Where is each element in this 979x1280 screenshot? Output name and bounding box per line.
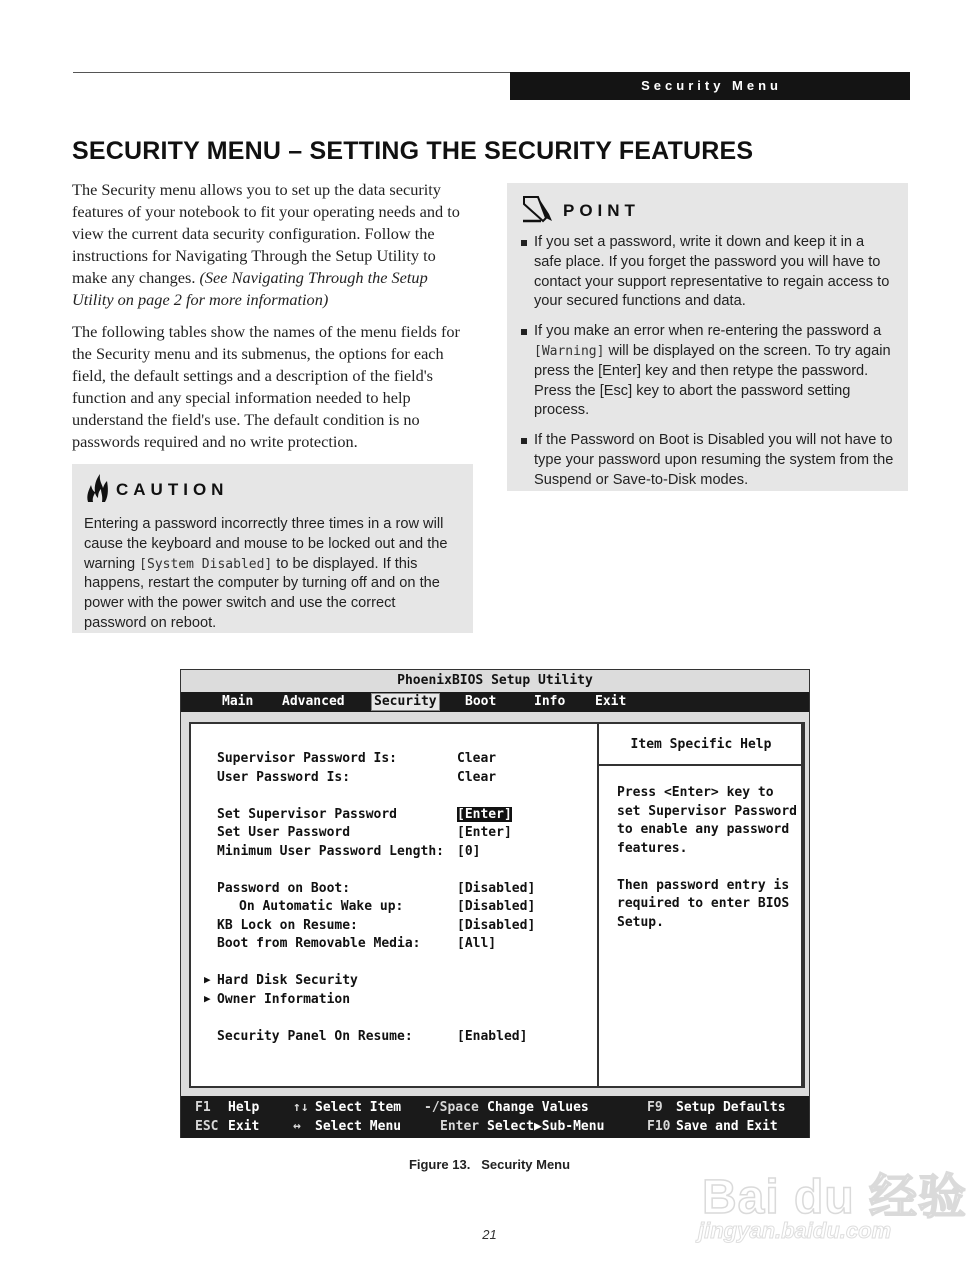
bios-field-label: Supervisor Password Is: — [217, 751, 398, 766]
caution-header — [84, 474, 461, 506]
bios-menu-bar — [181, 692, 809, 712]
key-f9: F9 — [647, 1100, 663, 1115]
point-box — [507, 183, 908, 491]
figure-number: Figure 13. — [408, 1157, 471, 1172]
key-minus-space: -/Space — [424, 1100, 479, 1115]
bios-footer — [181, 1096, 809, 1138]
key-f1: F1 — [195, 1100, 211, 1115]
intro-paragraph-1 — [72, 179, 472, 311]
point-item-2-after: will be displayed on the screen. To try again press the [Enter] key and then retype the password. Press the [Esc] key to abort the password setting process. — [534, 342, 891, 419]
bios-tab-main[interactable]: Main — [222, 694, 254, 709]
point-label: POINT — [563, 201, 640, 220]
caution-box — [72, 464, 473, 633]
point-list — [521, 233, 894, 491]
key-updown-action: Select Item — [315, 1100, 402, 1115]
bios-help-panel — [597, 722, 805, 1088]
figure-name: Security Menu — [481, 1157, 571, 1172]
key-updown: ↑↓ — [293, 1100, 309, 1115]
watermark-url: jingyan.baidu.com — [698, 1218, 892, 1243]
caution-text-after: to be displayed. If this happens, restart the computer by turning off and on the power with the power switch and use the correct password on reboot. — [84, 555, 440, 631]
baidu-watermark — [696, 1142, 968, 1252]
bios-field-value[interactable]: [0] — [457, 843, 481, 859]
bios-title: PhoenixBIOS Setup Utility — [397, 673, 593, 688]
page-number: 21 — [482, 1227, 497, 1242]
bios-settings-panel — [189, 722, 803, 1088]
key-f10: F10 — [647, 1119, 671, 1134]
bios-field-label: User Password Is: — [217, 769, 351, 785]
bios-help-title: Item Specific Help — [599, 724, 803, 766]
bios-field-label[interactable]: Set User Password — [217, 825, 351, 840]
bios-submenu-hard-disk-security[interactable]: Hard Disk Security — [217, 973, 358, 988]
bios-field-value[interactable]: [Enter] — [457, 825, 512, 840]
key-f9-action: Setup Defaults — [676, 1100, 786, 1115]
bios-help-text: Press <Enter> key to set Supervisor Password to enable any password features. Then password entry is required to enter BIOS Setup. — [617, 785, 798, 930]
watermark-logo-text: Bai du 经验 — [702, 1171, 968, 1224]
top-rule — [73, 72, 510, 73]
bios-field-label[interactable]: Set Supervisor Password — [217, 806, 398, 822]
bios-field-label[interactable]: Minimum User Password Length: — [217, 843, 444, 859]
caution-label: CAUTION — [116, 480, 229, 499]
bios-field-label[interactable]: Password on Boot: — [217, 880, 351, 896]
bios-field-value: Clear — [457, 751, 497, 766]
bios-field-label[interactable]: KB Lock on Resume: — [217, 917, 358, 933]
bios-field-value[interactable]: [All] — [457, 936, 497, 951]
intro-paragraph-1-text: The Security menu allows you to set up the data security features of your notebook to fit your operating needs and to view the current data security configuration. Follow the instructions for Navigating Through the Setup Utility to make any changes. — [72, 180, 460, 287]
caution-text — [84, 515, 461, 634]
key-enter: Enter — [440, 1119, 480, 1134]
key-f1-action: Help — [228, 1100, 260, 1115]
bios-field-value[interactable]: [Enabled] — [457, 1028, 528, 1044]
key-leftright: ↔ — [293, 1119, 301, 1134]
bios-tab-exit[interactable]: Exit — [595, 694, 627, 709]
bios-tab-boot[interactable]: Boot — [465, 694, 497, 709]
point-item-3: If the Password on Boot is Disabled you will not have to type your password upon resuming the system from the Suspend or Save-to-Disk modes. — [521, 431, 894, 490]
bios-field-value[interactable]: [Disabled] — [457, 899, 536, 914]
point-header — [521, 195, 894, 227]
fire-icon — [84, 473, 110, 508]
key-leftright-action: Select Menu — [315, 1119, 402, 1134]
submenu-arrow-icon: ▶ — [204, 973, 211, 986]
intro-paragraph-2: The following tables show the names of the menu fields for the Security menu and its submenus, the options for each field, the default settings and a description of the field's function and any special information needed to help understand the field's use. The default condition is no passwords required and no write protection. — [72, 322, 460, 451]
page-title: SECURITY MENU – SETTING THE SECURITY FEATURES — [72, 137, 754, 165]
bios-field-label[interactable]: Boot from Removable Media: — [217, 936, 421, 951]
bios-field-label[interactable]: On Automatic Wake up: — [239, 899, 404, 914]
pencil-icon — [521, 194, 553, 229]
submenu-arrow-icon: ▶ — [204, 991, 211, 1005]
bios-field-value[interactable]: [Disabled] — [457, 880, 536, 896]
point-item-2-before: If you make an error when re-entering the password a — [534, 323, 882, 340]
key-enter-action: Select▶Sub-Menu — [487, 1119, 605, 1134]
key-esc: ESC — [195, 1119, 219, 1134]
bios-screen — [180, 669, 810, 1138]
bios-tab-security[interactable]: Security — [371, 693, 440, 711]
section-header-bar: Security Menu — [510, 72, 910, 100]
point-item-1: If you set a password, write it down and keep it in a safe place. If you forget the password you will have to contact your support representative to regain access to your secured functions and data. — [521, 233, 894, 312]
key-minus-space-action: Change Values — [487, 1100, 589, 1115]
caution-code: [System Disabled] — [139, 556, 273, 572]
bios-submenu-owner-information[interactable]: Owner Information — [217, 991, 351, 1007]
intro-paragraph-1-reference: (See Navigating Through the Setup Utility on page 2 for more information) — [72, 268, 428, 309]
bios-tab-info[interactable]: Info — [534, 694, 566, 709]
point-item-2-code: [Warning] — [534, 343, 605, 359]
bios-field-value-highlight[interactable]: [Enter] — [457, 806, 512, 822]
bios-field-value-selected[interactable] — [457, 806, 512, 825]
bios-tab-advanced[interactable]: Advanced — [282, 694, 345, 709]
caution-text-before: Entering a password incorrectly three times in a row will cause the keyboard and mouse to be locked out and the warning — [84, 516, 448, 572]
bios-field-value[interactable]: [Disabled] — [457, 917, 536, 933]
key-esc-action: Exit — [228, 1119, 260, 1134]
bios-field-label[interactable]: Security Panel On Resume: — [217, 1028, 413, 1044]
point-item-2 — [521, 322, 894, 421]
bios-field-value: Clear — [457, 769, 497, 785]
key-f10-action: Save and Exit — [676, 1119, 778, 1134]
